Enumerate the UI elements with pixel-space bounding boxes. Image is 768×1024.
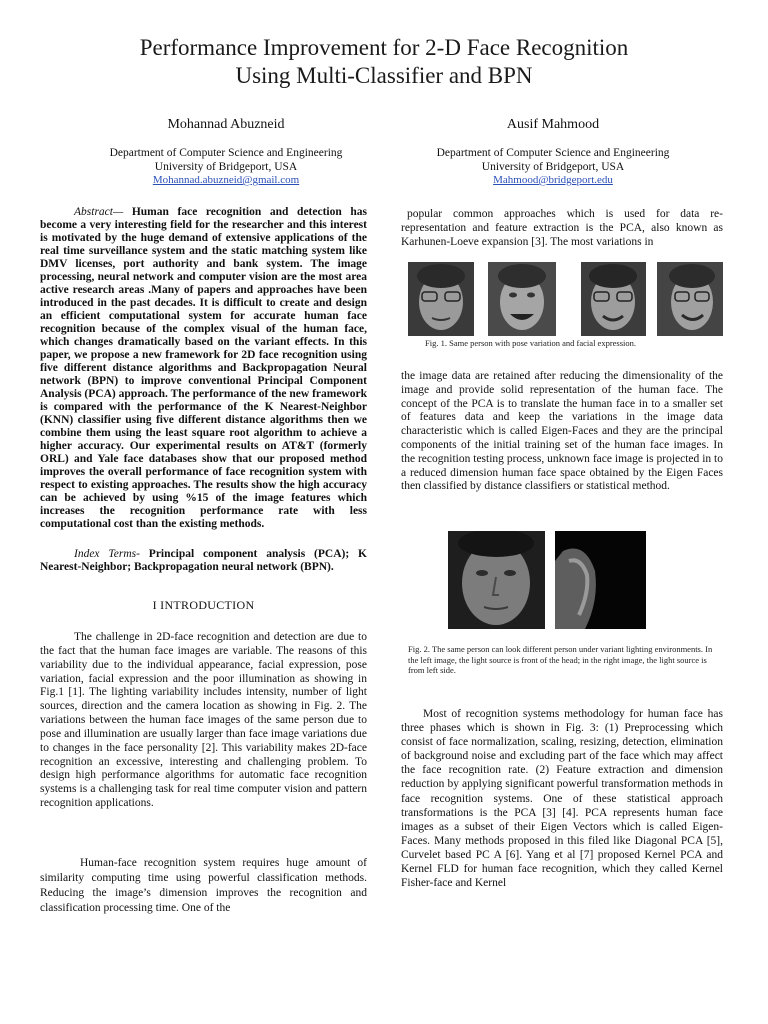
- author-block-2: [383, 116, 723, 187]
- section-heading-introduction: I INTRODUCTION: [152, 598, 255, 612]
- paper-title: [60, 34, 708, 90]
- right-paragraph-middle: the image data are retained after reducing the dimensionality of the image and provide solid representation of the human face. The concept of the PCA is to translate the human face in to a smaller set of features data and keep the variations in the image data characteristic which is called Eigen-Faces and they are the principal components of the initial training set of the human face images. In the recognition testing process, unknown face image is projected in to a reduced dimension human face space obtained by the Eigen Faces then classified by distance classifiers or statistical method.: [401, 370, 723, 493]
- face-photo-front-light: [448, 531, 545, 629]
- author-email-link[interactable]: Mahmood@bridgeport.edu: [493, 174, 613, 186]
- abstract-text: Human face recognition and detection has become a very interesting field for the researcher and this interest is motivated by the huge demand of extensive applications of the real time surveillance system and the static matching system like DMV licenses, port authority and bank system. The image processing, neural network and computer vision are the most area active research areas .Many of papers and approaches have been introduced in the past decades. It is difficult to create and design an efficient computational system for accurate human face recognition because of the complex visual of the human face, which changes dramatically based on the variant effects. In this paper, we propose a new framework for 2D face recognition using five different distance algorithms and Backpropagation Neural network (BPN) to improve conventional Principal Component Analysis (PCA) approach. The performance of the new framework is compared with the performance of the K Nearest-Neighbor (KNN) classifier using five different distance algorithms then we combine them using the least square root algorithm to achieve a higher accuracy. Our experimental results on AT&T (formerly ORL) and Yale face databases show that our proposed method improves the overall performance of face recognition system with respect to existing approaches. The results show the high accuracy can be achieved by using %15 of the image features which increases the recognition performance rate with less computational cost than the existing methods.: [40, 206, 367, 530]
- face-photo-1: [408, 262, 474, 336]
- author-name: Ausif Mahmood: [506, 117, 600, 132]
- face-photo-4: [657, 262, 723, 336]
- index-terms-label: Index Terms-: [74, 548, 140, 560]
- author-department: Department of Computer Science and Engineering: [109, 147, 343, 159]
- author-block-1: [56, 116, 396, 187]
- author-university: University of Bridgeport, USA: [154, 161, 298, 173]
- abstract: [40, 206, 367, 531]
- author-department: Department of Computer Science and Engineering: [436, 147, 670, 159]
- index-terms: [40, 548, 367, 574]
- abstract-label: Abstract: [74, 206, 113, 218]
- title-line-2: Using Multi-Classifier and BPN: [235, 63, 533, 88]
- author-university: University of Bridgeport, USA: [481, 161, 625, 173]
- author-name: Mohannad Abuzneid: [167, 117, 285, 132]
- face-photo-3: [581, 262, 646, 336]
- face-photo-side-light: [555, 531, 646, 629]
- author-email-link[interactable]: Mohannad.abuzneid@gmail.com: [152, 174, 300, 186]
- abstract-dash: —: [112, 206, 132, 218]
- right-paragraph-bottom: Most of recognition systems methodology for human face has three phases which is shown in Fig. 3: (1) Preprocessing which consist of face normalization, scaling, resizing, detection, elimination of background noise and excluding part of the face which may affect the face recognition rate. (2) Feature extraction and dimension reduction by applying significant powerful transformation methods in face recognition systems. One of these statistical approach transformations is the PCA [3] [4]. PCA represents human face images as a subset of their Eigen Vectors which is called Eigen-Faces. Many methods proposed in this filed like Diagonal PCA [5], Curvelet based PC A [6]. Yang et al [7] proposed Kernel PCA and Kernel FLD for human face recognition, which they called Kernel Fisher-face and Kernel: [401, 708, 723, 890]
- right-paragraph-top: popular common approaches which is used for data re-representation and feature extraction is the PCA, also known as Karhunen-Loeve expansion [3]. The most variations in: [401, 208, 723, 248]
- figure-1-caption: Fig. 1. Same person with pose variation and facial expression.: [425, 338, 637, 348]
- intro-paragraph-2: Human-face recognition system requires huge amount of similarity computing time using powerful classification methods. Reducing the image’s dimension improves the recognition and classification processing time. One of the: [40, 857, 367, 914]
- face-photo-2: [488, 262, 556, 336]
- figure-2-caption: Fig. 2. The same person can look different person under variant lighting environments. In the left image, the light source is front of the head; in the right image, the light source is from left side.: [408, 644, 713, 675]
- title-line-1: Performance Improvement for 2-D Face Recognition: [139, 35, 629, 60]
- intro-paragraph-1: The challenge in 2D-face recognition and detection are due to the fact that the human face images are variable. The reasons of this variability due to the individual appearance, facial expression, pose variation, facial expression and the poor illumination as showing in Fig.1 [1]. The lighting variability includes intensity, number of light sources, direction and the camera location as showing in Fig. 2. The variations between the human face images of the same person due to pose and illumination are usually larger than face image variations due to changes in the face personality [2]. This variability makes 2D-face recognition an excessive, interesting and challenging problem. To design high performance algorithms for automatic face recognition systems is a challenging task for real time computer vision and pattern recognition applications.: [40, 631, 367, 810]
- index-terms-text: Principal component analysis (PCA); K Nearest-Neighbor; Backpropagation neural network (BPN).: [40, 548, 367, 573]
